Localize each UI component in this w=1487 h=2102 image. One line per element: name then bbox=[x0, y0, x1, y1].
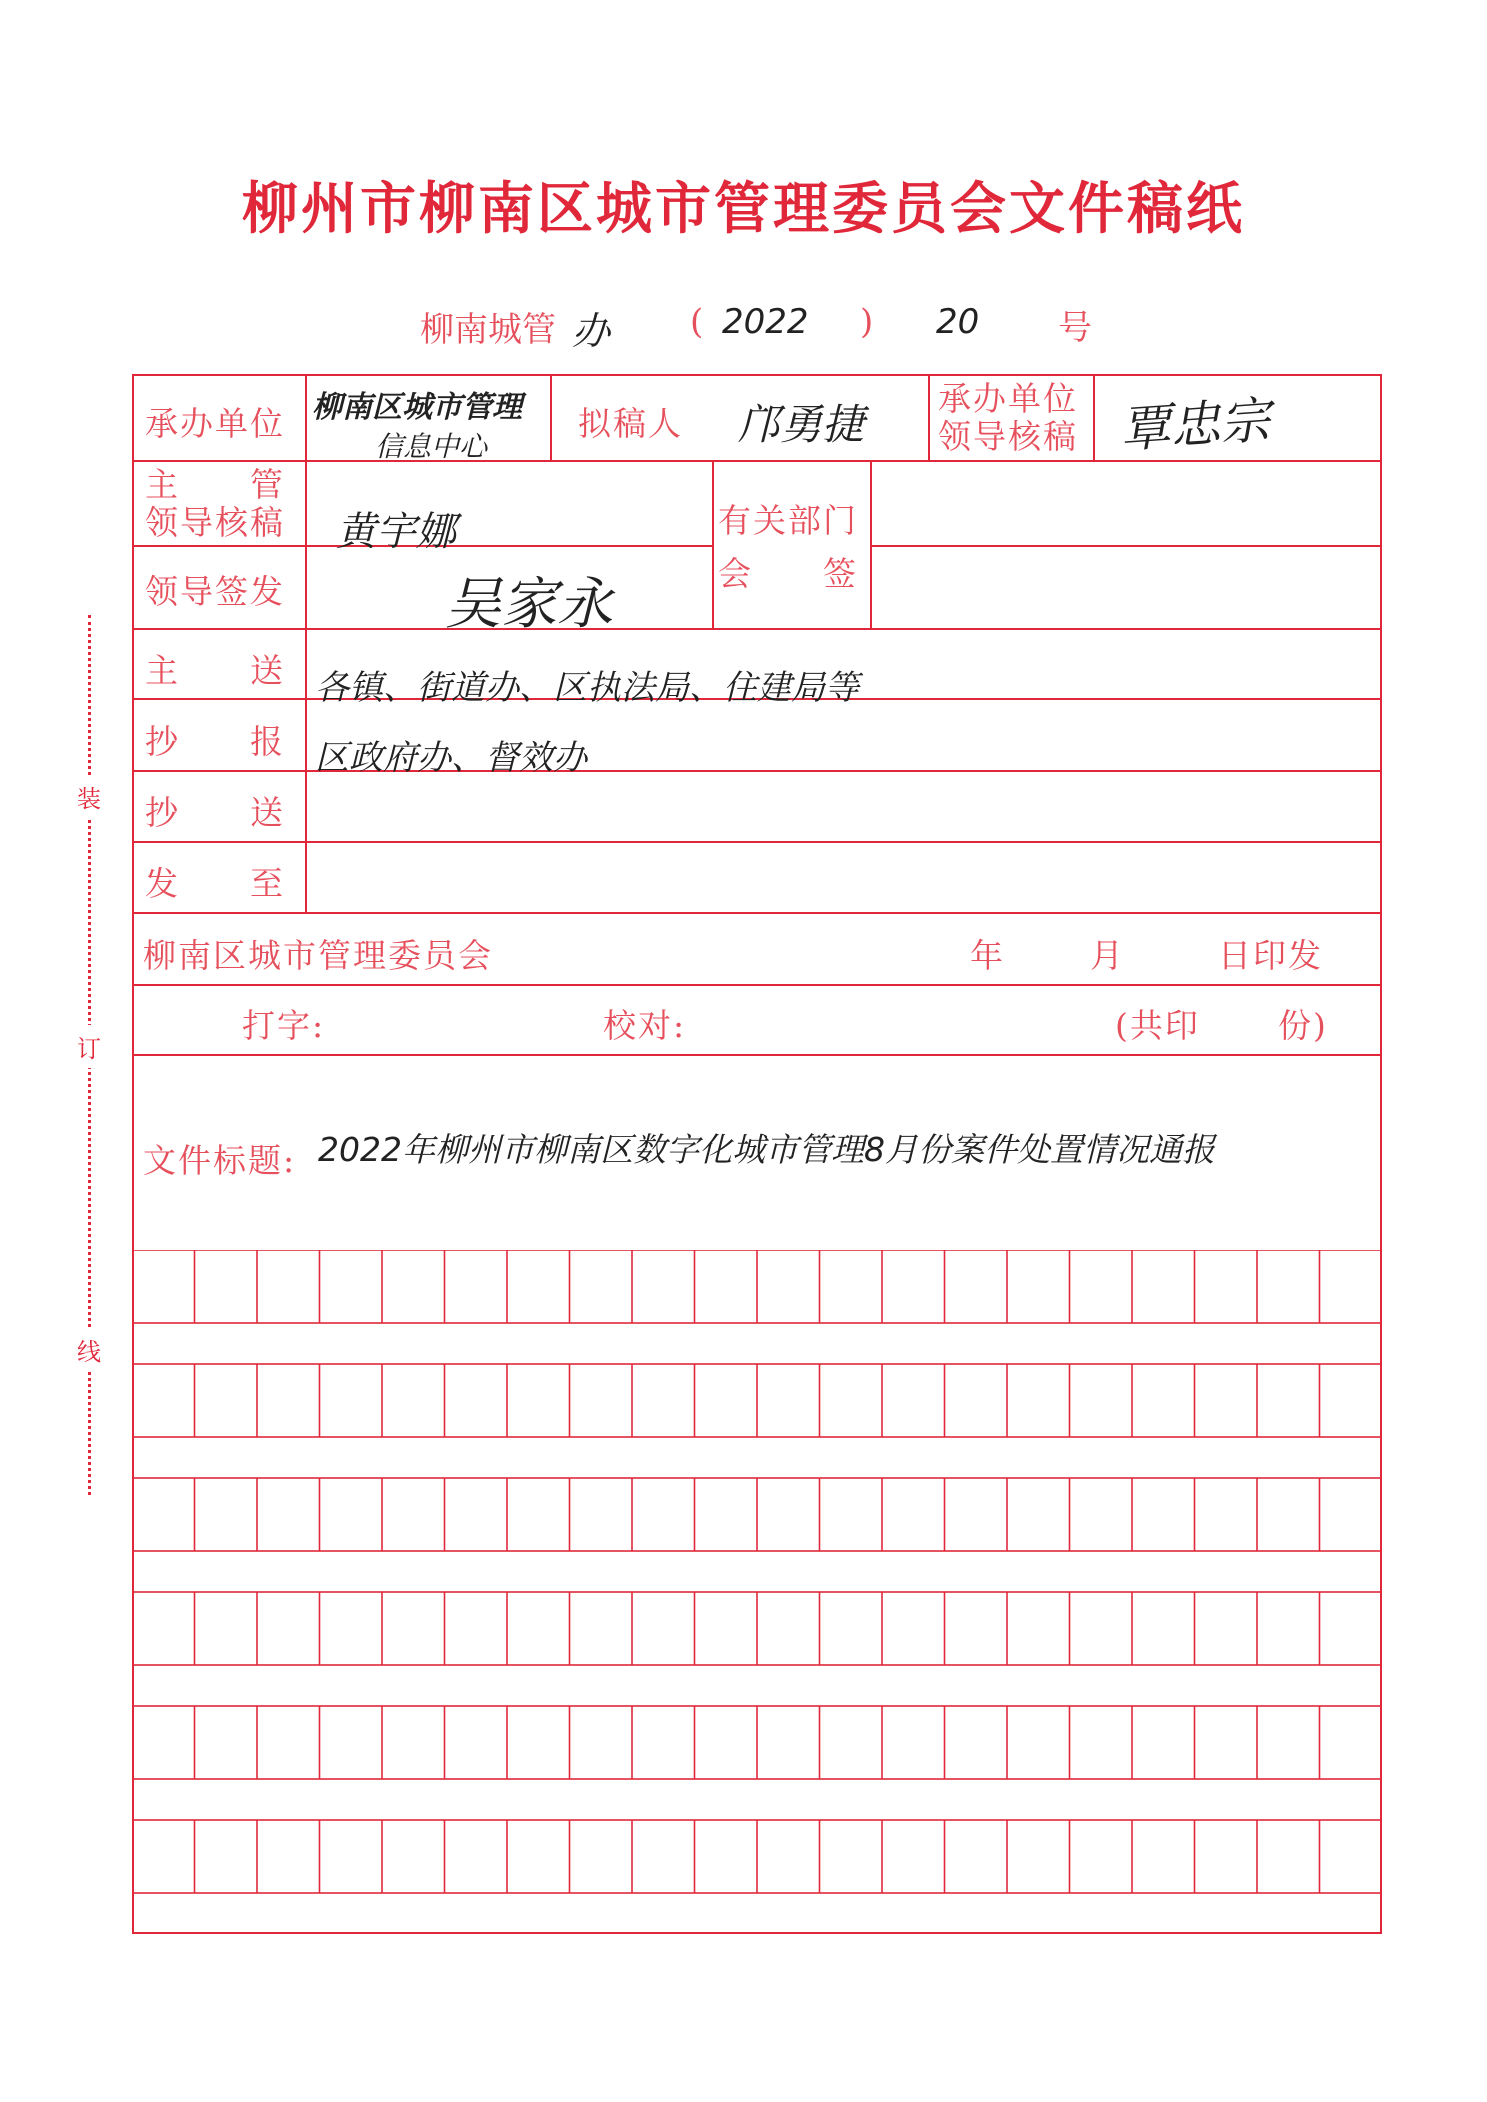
copy-report-label-a: 抄 bbox=[145, 722, 180, 761]
main-send-value: 各镇、街道办、区执法局、住建局等 bbox=[315, 668, 859, 708]
main-send-label bbox=[145, 645, 285, 692]
issuer-year: 年 bbox=[970, 936, 1005, 975]
writing-grid bbox=[132, 1250, 1382, 1934]
leader-signature: 吴家永 bbox=[445, 572, 613, 637]
unit-value-line2: 信息中心 bbox=[375, 430, 488, 463]
copy-send-label-a: 抄 bbox=[145, 793, 180, 832]
countersign-label-b: 签 bbox=[823, 554, 858, 593]
unit-review-label-line2: 领导核稿 bbox=[938, 417, 1078, 456]
issuer-month: 月 bbox=[1090, 936, 1125, 975]
copy-report-label bbox=[145, 716, 285, 763]
unit-review-label-line1: 承办单位 bbox=[938, 379, 1078, 418]
file-title-value: 2022年柳州市柳南区数字化城市管理8月份案件处置情况通报 bbox=[318, 1130, 1215, 1169]
countersign-label bbox=[718, 548, 858, 595]
page-title: 柳州市柳南区城市管理委员会文件稿纸 bbox=[242, 176, 1245, 242]
doc-number-paren-open: ( bbox=[690, 302, 704, 342]
copies-label-close: 份) bbox=[1278, 1006, 1328, 1045]
issue-to-label bbox=[145, 858, 285, 905]
issuer-day: 日印发 bbox=[1218, 936, 1323, 975]
unit-review-signature: 覃忠宗 bbox=[1118, 390, 1273, 460]
copy-send-label-b: 送 bbox=[250, 793, 285, 832]
main-send-label-b: 送 bbox=[250, 651, 285, 690]
doc-number-year: 2022 bbox=[722, 302, 809, 342]
unit-value-line1: 柳南区城市管理 bbox=[312, 390, 522, 425]
supervisor-review-label bbox=[145, 466, 285, 542]
binding-char-ding: 订 bbox=[77, 1025, 101, 1068]
issue-to-label-b: 至 bbox=[250, 864, 285, 903]
dept-label: 有关部门 bbox=[718, 501, 858, 540]
main-send-label-a: 主 bbox=[145, 651, 180, 690]
copy-report-value: 区政府办、督效办 bbox=[315, 738, 587, 778]
leader-issue-label: 领导签发 bbox=[145, 572, 285, 611]
drafter-label: 拟稿人 bbox=[578, 404, 683, 443]
issue-to-label-a: 发 bbox=[145, 864, 180, 903]
unit-review-label bbox=[938, 380, 1078, 456]
doc-number-type: 办 bbox=[572, 309, 611, 353]
doc-number-prefix: 柳南城管 bbox=[420, 310, 556, 350]
binding-char-xian: 线 bbox=[77, 1328, 101, 1371]
copy-report-label-b: 报 bbox=[250, 722, 285, 761]
proofreader-label: 校对: bbox=[603, 1006, 687, 1045]
typist-label: 打字: bbox=[242, 1006, 326, 1045]
issuer-org: 柳南区城市管理委员会 bbox=[143, 936, 493, 975]
doc-number-suffix: 号 bbox=[1058, 308, 1092, 348]
copies-label-open: (共印 bbox=[1115, 1006, 1200, 1045]
drafter-name: 邝勇捷 bbox=[738, 400, 865, 449]
unit-label: 承办单位 bbox=[145, 404, 285, 443]
binding-char-zhuang: 装 bbox=[77, 775, 101, 818]
supervisor-label-a: 主 bbox=[145, 465, 180, 504]
supervisor-label-line2: 领导核稿 bbox=[145, 503, 285, 542]
doc-number-paren-close: ) bbox=[860, 302, 874, 342]
supervisor-signature: 黄宇娜 bbox=[336, 509, 456, 555]
doc-number-value: 20 bbox=[936, 302, 980, 342]
copy-send-label bbox=[145, 787, 285, 834]
countersign-label-a: 会 bbox=[718, 554, 753, 593]
supervisor-label-b: 管 bbox=[250, 465, 285, 504]
file-title-label: 文件标题: bbox=[143, 1141, 297, 1180]
